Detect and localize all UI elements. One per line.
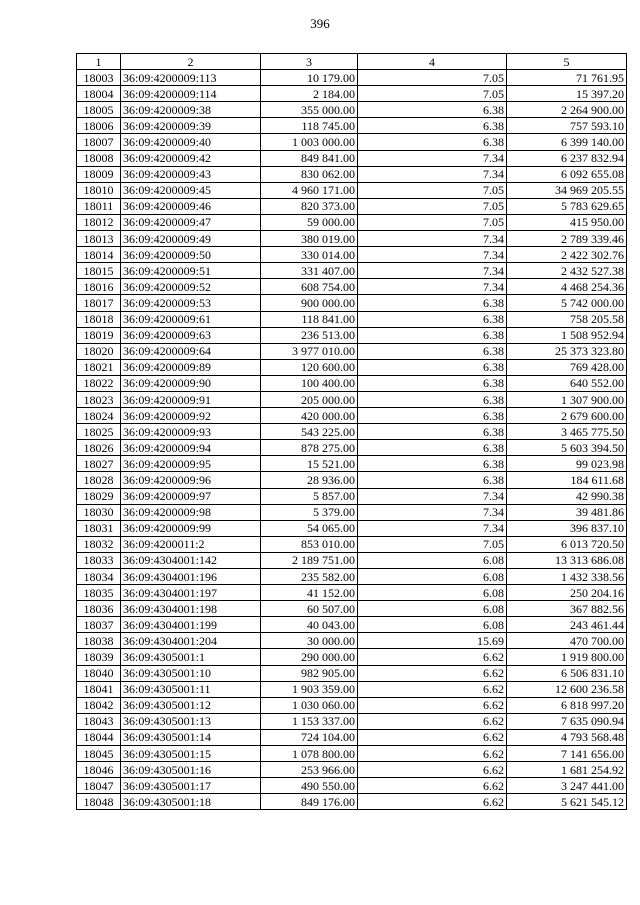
total-cell: 6 818 997.20 — [507, 697, 627, 713]
total-cell: 1 432 338.56 — [507, 569, 627, 585]
table-row — [77, 569, 627, 585]
row-number-cell: 18019 — [77, 327, 121, 343]
row-number-cell: 18038 — [77, 633, 121, 649]
value-cell: 1 903 359.00 — [261, 681, 358, 697]
value-cell: 1 030 060.00 — [261, 697, 358, 713]
table-body — [77, 70, 627, 810]
value-cell: 5 379.00 — [261, 504, 358, 520]
value-cell: 120 600.00 — [261, 359, 358, 375]
total-cell: 640 552.00 — [507, 375, 627, 391]
row-number-cell: 18031 — [77, 520, 121, 536]
table-row — [77, 391, 627, 407]
row-number-cell: 18022 — [77, 375, 121, 391]
value-cell: 853 010.00 — [261, 536, 358, 552]
cadastral-number-cell: 36:09:4200009:50 — [121, 247, 261, 263]
cadastral-number-cell: 36:09:4200009:64 — [121, 343, 261, 359]
table-row — [77, 746, 627, 762]
rate-cell: 6.38 — [358, 327, 507, 343]
cadastral-number-cell: 36:09:4200009:52 — [121, 279, 261, 295]
table-row — [77, 86, 627, 102]
cadastral-number-cell: 36:09:4200009:98 — [121, 504, 261, 520]
table-row — [77, 102, 627, 118]
row-number-cell: 18027 — [77, 456, 121, 472]
value-cell: 490 550.00 — [261, 778, 358, 794]
rate-cell: 7.34 — [358, 504, 507, 520]
total-cell: 15 397.20 — [507, 86, 627, 102]
value-cell: 900 000.00 — [261, 295, 358, 311]
row-number-cell: 18040 — [77, 665, 121, 681]
column-header-2: 2 — [121, 54, 261, 70]
rate-cell: 7.05 — [358, 70, 507, 86]
row-number-cell: 18009 — [77, 166, 121, 182]
total-cell: 42 990.38 — [507, 488, 627, 504]
rate-cell: 6.62 — [358, 649, 507, 665]
cadastral-number-cell: 36:09:4304001:197 — [121, 585, 261, 601]
rate-cell: 6.62 — [358, 665, 507, 681]
table-row — [77, 150, 627, 166]
cadastral-number-cell: 36:09:4304001:204 — [121, 633, 261, 649]
cadastral-number-cell: 36:09:4305001:14 — [121, 729, 261, 745]
value-cell: 15 521.00 — [261, 456, 358, 472]
row-number-cell: 18026 — [77, 440, 121, 456]
row-number-cell: 18047 — [77, 778, 121, 794]
total-cell: 5 621 545.12 — [507, 794, 627, 810]
rate-cell: 7.34 — [358, 166, 507, 182]
value-cell: 830 062.00 — [261, 166, 358, 182]
total-cell: 7 635 090.94 — [507, 713, 627, 729]
value-cell: 54 065.00 — [261, 520, 358, 536]
table-row — [77, 762, 627, 778]
total-cell: 769 428.00 — [507, 359, 627, 375]
value-cell: 118 745.00 — [261, 118, 358, 134]
value-cell: 118 841.00 — [261, 311, 358, 327]
value-cell: 40 043.00 — [261, 617, 358, 633]
table-row — [77, 440, 627, 456]
table-row — [77, 472, 627, 488]
value-cell: 330 014.00 — [261, 247, 358, 263]
cadastral-number-cell: 36:09:4200009:90 — [121, 375, 261, 391]
total-cell: 757 593.10 — [507, 118, 627, 134]
rate-cell: 6.62 — [358, 697, 507, 713]
table-row — [77, 424, 627, 440]
total-cell: 1 681 254.92 — [507, 762, 627, 778]
total-cell: 1 307 900.00 — [507, 391, 627, 407]
rate-cell: 6.08 — [358, 569, 507, 585]
rate-cell: 6.62 — [358, 746, 507, 762]
value-cell: 878 275.00 — [261, 440, 358, 456]
total-cell: 5 742 000.00 — [507, 295, 627, 311]
cadastral-number-cell: 36:09:4200009:51 — [121, 263, 261, 279]
cadastral-number-cell: 36:09:4305001:17 — [121, 778, 261, 794]
table-row — [77, 697, 627, 713]
row-number-cell: 18045 — [77, 746, 121, 762]
value-cell: 420 000.00 — [261, 408, 358, 424]
table-row — [77, 375, 627, 391]
table-row — [77, 552, 627, 568]
value-cell: 355 000.00 — [261, 102, 358, 118]
total-cell: 4 468 254.36 — [507, 279, 627, 295]
row-number-cell: 18024 — [77, 408, 121, 424]
row-number-cell: 18041 — [77, 681, 121, 697]
cadastral-number-cell: 36:09:4305001:11 — [121, 681, 261, 697]
cadastral-number-cell: 36:09:4200009:97 — [121, 488, 261, 504]
rate-cell: 7.05 — [358, 198, 507, 214]
table-row — [77, 231, 627, 247]
cadastral-number-cell: 36:09:4200009:94 — [121, 440, 261, 456]
data-table — [76, 53, 627, 810]
rate-cell: 6.08 — [358, 552, 507, 568]
table-row — [77, 504, 627, 520]
row-number-cell: 18046 — [77, 762, 121, 778]
table-row — [77, 456, 627, 472]
total-cell: 39 481.86 — [507, 504, 627, 520]
rate-cell: 6.62 — [358, 681, 507, 697]
cadastral-number-cell: 36:09:4200009:93 — [121, 424, 261, 440]
rate-cell: 6.38 — [358, 311, 507, 327]
value-cell: 820 373.00 — [261, 198, 358, 214]
row-number-cell: 18007 — [77, 134, 121, 150]
page-number: 396 — [310, 16, 330, 31]
row-number-cell: 18011 — [77, 198, 121, 214]
rate-cell: 7.34 — [358, 263, 507, 279]
row-number-cell: 18012 — [77, 214, 121, 230]
rate-cell: 6.38 — [358, 295, 507, 311]
rate-cell: 6.08 — [358, 585, 507, 601]
cadastral-number-cell: 36:09:4200009:63 — [121, 327, 261, 343]
row-number-cell: 18021 — [77, 359, 121, 375]
rate-cell: 6.08 — [358, 601, 507, 617]
row-number-cell: 18013 — [77, 231, 121, 247]
total-cell: 4 793 568.48 — [507, 729, 627, 745]
cadastral-number-cell: 36:09:4200009:47 — [121, 214, 261, 230]
total-cell: 71 761.95 — [507, 70, 627, 86]
table-row — [77, 198, 627, 214]
table-row — [77, 649, 627, 665]
value-cell: 10 179.00 — [261, 70, 358, 86]
table-row — [77, 665, 627, 681]
row-number-cell: 18014 — [77, 247, 121, 263]
cadastral-number-cell: 36:09:4200009:113 — [121, 70, 261, 86]
rate-cell: 7.05 — [358, 86, 507, 102]
rate-cell: 6.38 — [358, 408, 507, 424]
rate-cell: 7.34 — [358, 520, 507, 536]
total-cell: 34 969 205.55 — [507, 182, 627, 198]
total-cell: 6 399 140.00 — [507, 134, 627, 150]
value-cell: 849 841.00 — [261, 150, 358, 166]
cadastral-number-cell: 36:09:4200009:45 — [121, 182, 261, 198]
row-number-cell: 18028 — [77, 472, 121, 488]
table-row — [77, 617, 627, 633]
total-cell: 3 465 775.50 — [507, 424, 627, 440]
value-cell: 4 960 171.00 — [261, 182, 358, 198]
value-cell: 253 966.00 — [261, 762, 358, 778]
rate-cell: 6.62 — [358, 778, 507, 794]
cadastral-number-cell: 36:09:4200009:53 — [121, 295, 261, 311]
row-number-cell: 18042 — [77, 697, 121, 713]
table-row — [77, 536, 627, 552]
value-cell: 5 857.00 — [261, 488, 358, 504]
table-row — [77, 729, 627, 745]
total-cell: 25 373 323.80 — [507, 343, 627, 359]
table-row — [77, 295, 627, 311]
cadastral-number-cell: 36:09:4200009:91 — [121, 391, 261, 407]
table-row — [77, 408, 627, 424]
rate-cell: 6.38 — [358, 134, 507, 150]
table-row — [77, 247, 627, 263]
total-cell: 7 141 656.00 — [507, 746, 627, 762]
total-cell: 5 603 394.50 — [507, 440, 627, 456]
cadastral-number-cell: 36:09:4200009:40 — [121, 134, 261, 150]
total-cell: 2 789 339.46 — [507, 231, 627, 247]
rate-cell: 6.38 — [358, 456, 507, 472]
total-cell: 2 679 600.00 — [507, 408, 627, 424]
rate-cell: 6.38 — [358, 375, 507, 391]
total-cell: 2 422 302.76 — [507, 247, 627, 263]
rate-cell: 7.05 — [358, 214, 507, 230]
value-cell: 3 977 010.00 — [261, 343, 358, 359]
row-number-cell: 18006 — [77, 118, 121, 134]
value-cell: 41 152.00 — [261, 585, 358, 601]
rate-cell: 6.62 — [358, 794, 507, 810]
cadastral-number-cell: 36:09:4200009:95 — [121, 456, 261, 472]
table-row — [77, 585, 627, 601]
value-cell: 236 513.00 — [261, 327, 358, 343]
cadastral-number-cell: 36:09:4304001:198 — [121, 601, 261, 617]
table-row — [77, 118, 627, 134]
rate-cell: 6.38 — [358, 118, 507, 134]
value-cell: 290 000.00 — [261, 649, 358, 665]
total-cell: 2 432 527.38 — [507, 263, 627, 279]
table-row — [77, 327, 627, 343]
total-cell: 6 013 720.50 — [507, 536, 627, 552]
table-row — [77, 488, 627, 504]
row-number-cell: 18035 — [77, 585, 121, 601]
total-cell: 6 506 831.10 — [507, 665, 627, 681]
total-cell: 1 508 952.94 — [507, 327, 627, 343]
rate-cell: 6.38 — [358, 102, 507, 118]
cadastral-number-cell: 36:09:4200009:99 — [121, 520, 261, 536]
value-cell: 2 189 751.00 — [261, 552, 358, 568]
rate-cell: 6.38 — [358, 343, 507, 359]
cadastral-number-cell: 36:09:4304001:199 — [121, 617, 261, 633]
table-row — [77, 263, 627, 279]
rate-cell: 6.62 — [358, 729, 507, 745]
value-cell: 1 078 800.00 — [261, 746, 358, 762]
total-cell: 3 247 441.00 — [507, 778, 627, 794]
row-number-cell: 18018 — [77, 311, 121, 327]
value-cell: 849 176.00 — [261, 794, 358, 810]
total-cell: 184 611.68 — [507, 472, 627, 488]
column-header-1: 1 — [77, 54, 121, 70]
rate-cell: 7.34 — [358, 279, 507, 295]
row-number-cell: 18048 — [77, 794, 121, 810]
value-cell: 608 754.00 — [261, 279, 358, 295]
value-cell: 30 000.00 — [261, 633, 358, 649]
table-row — [77, 343, 627, 359]
row-number-cell: 18043 — [77, 713, 121, 729]
row-number-cell: 18039 — [77, 649, 121, 665]
column-header-5: 5 — [507, 54, 627, 70]
table-row — [77, 681, 627, 697]
cadastral-number-cell: 36:09:4305001:16 — [121, 762, 261, 778]
cadastral-number-cell: 36:09:4200009:42 — [121, 150, 261, 166]
cadastral-number-cell: 36:09:4200009:89 — [121, 359, 261, 375]
cadastral-number-cell: 36:09:4305001:12 — [121, 697, 261, 713]
total-cell: 415 950.00 — [507, 214, 627, 230]
rate-cell: 6.38 — [358, 472, 507, 488]
value-cell: 380 019.00 — [261, 231, 358, 247]
table-row — [77, 794, 627, 810]
row-number-cell: 18025 — [77, 424, 121, 440]
total-cell: 758 205.58 — [507, 311, 627, 327]
table-row — [77, 182, 627, 198]
cadastral-number-cell: 36:09:4200009:61 — [121, 311, 261, 327]
total-cell: 6 237 832.94 — [507, 150, 627, 166]
row-number-cell: 18003 — [77, 70, 121, 86]
row-number-cell: 18034 — [77, 569, 121, 585]
cadastral-number-cell: 36:09:4200009:49 — [121, 231, 261, 247]
total-cell: 6 092 655.08 — [507, 166, 627, 182]
value-cell: 235 582.00 — [261, 569, 358, 585]
cadastral-number-cell: 36:09:4304001:142 — [121, 552, 261, 568]
total-cell: 470 700.00 — [507, 633, 627, 649]
cadastral-number-cell: 36:09:4200009:92 — [121, 408, 261, 424]
cadastral-number-cell: 36:09:4304001:196 — [121, 569, 261, 585]
column-header-4: 4 — [358, 54, 507, 70]
row-number-cell: 18017 — [77, 295, 121, 311]
table-row — [77, 601, 627, 617]
value-cell: 543 225.00 — [261, 424, 358, 440]
row-number-cell: 18036 — [77, 601, 121, 617]
rate-cell: 6.08 — [358, 617, 507, 633]
cadastral-number-cell: 36:09:4305001:18 — [121, 794, 261, 810]
cadastral-number-cell: 36:09:4305001:13 — [121, 713, 261, 729]
total-cell: 1 919 800.00 — [507, 649, 627, 665]
value-cell: 1 003 000.00 — [261, 134, 358, 150]
cadastral-number-cell: 36:09:4200009:114 — [121, 86, 261, 102]
row-number-cell: 18010 — [77, 182, 121, 198]
rate-cell: 6.38 — [358, 424, 507, 440]
value-cell: 59 000.00 — [261, 214, 358, 230]
total-cell: 396 837.10 — [507, 520, 627, 536]
rate-cell: 6.38 — [358, 440, 507, 456]
header-row — [77, 54, 627, 70]
row-number-cell: 18023 — [77, 391, 121, 407]
value-cell: 724 104.00 — [261, 729, 358, 745]
rate-cell: 6.62 — [358, 762, 507, 778]
cadastral-number-cell: 36:09:4200009:38 — [121, 102, 261, 118]
total-cell: 99 023.98 — [507, 456, 627, 472]
value-cell: 2 184.00 — [261, 86, 358, 102]
row-number-cell: 18029 — [77, 488, 121, 504]
value-cell: 982 905.00 — [261, 665, 358, 681]
table-row — [77, 279, 627, 295]
value-cell: 60 507.00 — [261, 601, 358, 617]
row-number-cell: 18030 — [77, 504, 121, 520]
cadastral-number-cell: 36:09:4200009:46 — [121, 198, 261, 214]
table-row — [77, 633, 627, 649]
cadastral-number-cell: 36:09:4305001:10 — [121, 665, 261, 681]
total-cell: 250 204.16 — [507, 585, 627, 601]
cadastral-number-cell: 36:09:4305001:1 — [121, 649, 261, 665]
row-number-cell: 18032 — [77, 536, 121, 552]
rate-cell: 6.38 — [358, 391, 507, 407]
rate-cell: 6.62 — [358, 713, 507, 729]
rate-cell: 6.38 — [358, 359, 507, 375]
table-row — [77, 134, 627, 150]
table-row — [77, 311, 627, 327]
total-cell: 12 600 236.58 — [507, 681, 627, 697]
value-cell: 331 407.00 — [261, 263, 358, 279]
rate-cell: 7.34 — [358, 150, 507, 166]
total-cell: 367 882.56 — [507, 601, 627, 617]
row-number-cell: 18033 — [77, 552, 121, 568]
rate-cell: 7.34 — [358, 488, 507, 504]
cadastral-number-cell: 36:09:4200009:39 — [121, 118, 261, 134]
row-number-cell: 18044 — [77, 729, 121, 745]
rate-cell: 7.34 — [358, 247, 507, 263]
value-cell: 1 153 337.00 — [261, 713, 358, 729]
table-row — [77, 520, 627, 536]
cadastral-number-cell: 36:09:4305001:15 — [121, 746, 261, 762]
row-number-cell: 18005 — [77, 102, 121, 118]
rate-cell: 7.05 — [358, 182, 507, 198]
row-number-cell: 18004 — [77, 86, 121, 102]
table-row — [77, 166, 627, 182]
value-cell: 28 936.00 — [261, 472, 358, 488]
cadastral-number-cell: 36:09:4200009:43 — [121, 166, 261, 182]
total-cell: 2 264 900.00 — [507, 102, 627, 118]
table-row — [77, 778, 627, 794]
table-row — [77, 713, 627, 729]
row-number-cell: 18037 — [77, 617, 121, 633]
total-cell: 13 313 686.08 — [507, 552, 627, 568]
cadastral-number-cell: 36:09:4200009:96 — [121, 472, 261, 488]
row-number-cell: 18020 — [77, 343, 121, 359]
rate-cell: 7.05 — [358, 536, 507, 552]
table-row — [77, 70, 627, 86]
table-row — [77, 359, 627, 375]
row-number-cell: 18015 — [77, 263, 121, 279]
total-cell: 5 783 629.65 — [507, 198, 627, 214]
table-row — [77, 214, 627, 230]
row-number-cell: 18008 — [77, 150, 121, 166]
column-header-3: 3 — [261, 54, 358, 70]
row-number-cell: 18016 — [77, 279, 121, 295]
value-cell: 100 400.00 — [261, 375, 358, 391]
rate-cell: 15.69 — [358, 633, 507, 649]
cadastral-number-cell: 36:09:4200011:2 — [121, 536, 261, 552]
rate-cell: 7.34 — [358, 231, 507, 247]
total-cell: 243 461.44 — [507, 617, 627, 633]
value-cell: 205 000.00 — [261, 391, 358, 407]
